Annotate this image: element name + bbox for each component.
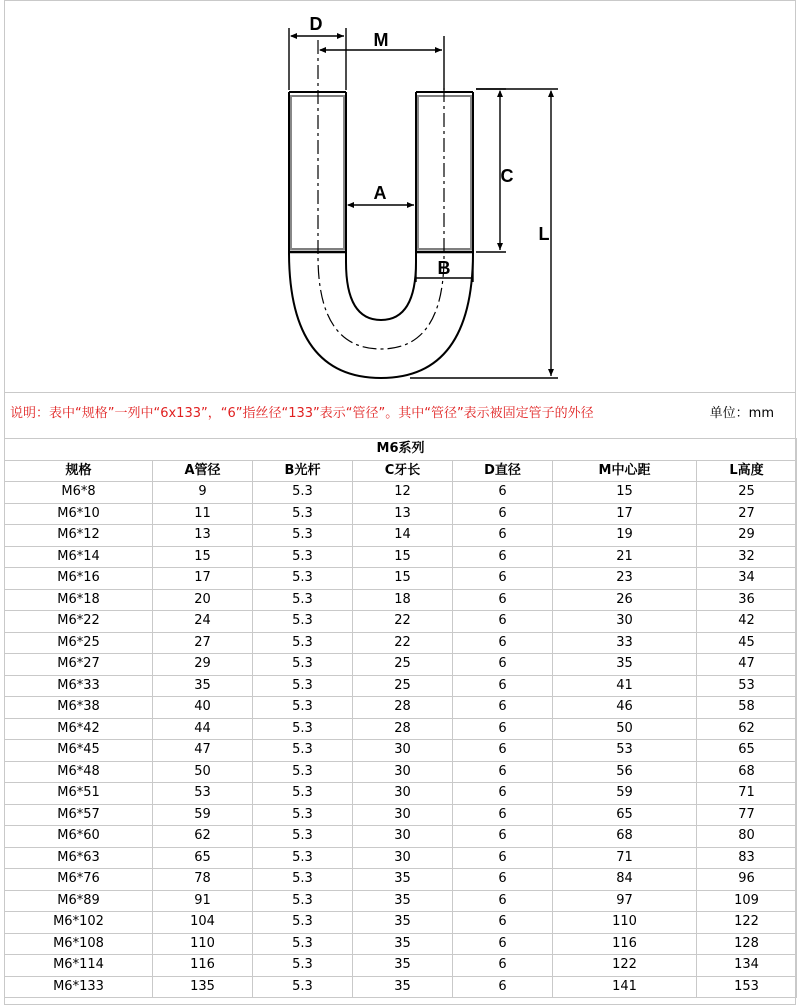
table-row (5, 589, 797, 611)
table-cell: 50 (553, 718, 697, 740)
table-header-row (5, 460, 797, 482)
table-cell: 77 (697, 804, 797, 826)
spec-note: 说明：表中“规格”一列中“6x133”，“6”指丝径“133”表示“管径”。其中“管径”表示被固定管子的外径 (10, 406, 594, 421)
table-cell: 5.3 (253, 740, 353, 762)
table-cell: 78 (153, 869, 253, 891)
table-row (5, 847, 797, 869)
table-cell: 5.3 (253, 675, 353, 697)
table-cell: 47 (697, 654, 797, 676)
table-cell: 68 (553, 826, 697, 848)
u-bolt-diagram (0, 0, 800, 392)
table-cell: 59 (153, 804, 253, 826)
table-cell: 71 (697, 783, 797, 805)
table-cell: 41 (553, 675, 697, 697)
table-cell: 13 (353, 503, 453, 525)
table-cell: 29 (697, 525, 797, 547)
table-cell: 23 (553, 568, 697, 590)
table-cell: 30 (353, 783, 453, 805)
table-cell: 53 (553, 740, 697, 762)
table-cell: M6*51 (5, 783, 153, 805)
table-cell: 110 (553, 912, 697, 934)
table-row (5, 912, 797, 934)
table-cell: 6 (453, 740, 553, 762)
table-cell: 9 (153, 482, 253, 504)
table-cell: M6*133 (5, 976, 153, 998)
table-cell: 5.3 (253, 783, 353, 805)
table-cell: 6 (453, 718, 553, 740)
table-cell: M6*8 (5, 482, 153, 504)
table-cell: 6 (453, 697, 553, 719)
table-row (5, 654, 797, 676)
table-cell: M6*22 (5, 611, 153, 633)
table-cell: 6 (453, 912, 553, 934)
table-cell: M6*63 (5, 847, 153, 869)
table-cell: 6 (453, 589, 553, 611)
table-cell: 30 (353, 804, 453, 826)
table-row (5, 804, 797, 826)
table-cell: M6*18 (5, 589, 153, 611)
table-cell: 65 (153, 847, 253, 869)
table-cell: 5.3 (253, 804, 353, 826)
column-header: D直径 (453, 460, 553, 482)
table-cell: 71 (553, 847, 697, 869)
table-cell: M6*76 (5, 869, 153, 891)
table-cell: 5.3 (253, 890, 353, 912)
table-row (5, 783, 797, 805)
table-cell: M6*16 (5, 568, 153, 590)
table-cell: 65 (697, 740, 797, 762)
table-cell: 28 (353, 718, 453, 740)
table-cell: M6*114 (5, 955, 153, 977)
table-row (5, 546, 797, 568)
table-cell: M6*10 (5, 503, 153, 525)
table-cell: 26 (553, 589, 697, 611)
table-cell: 47 (153, 740, 253, 762)
table-cell: 5.3 (253, 568, 353, 590)
table-cell: 6 (453, 632, 553, 654)
table-row (5, 675, 797, 697)
table-caption: M6系列 (5, 439, 797, 461)
table-row (5, 632, 797, 654)
table-cell: 40 (153, 697, 253, 719)
table-cell: 29 (153, 654, 253, 676)
table-cell: 35 (353, 955, 453, 977)
table-row (5, 826, 797, 848)
table-cell: 22 (353, 632, 453, 654)
table-cell: 5.3 (253, 589, 353, 611)
table-cell: 17 (153, 568, 253, 590)
table-cell: 5.3 (253, 482, 353, 504)
table-cell: 44 (153, 718, 253, 740)
table-cell: 116 (153, 955, 253, 977)
table-row (5, 890, 797, 912)
table-cell: 25 (697, 482, 797, 504)
dimension-m-label: M (373, 30, 389, 50)
dimension-c-label: C (500, 166, 514, 186)
table-cell: 6 (453, 761, 553, 783)
table-cell: 25 (353, 654, 453, 676)
table-cell: 6 (453, 482, 553, 504)
table-cell: 6 (453, 675, 553, 697)
table-cell: 65 (553, 804, 697, 826)
table-cell: 6 (453, 933, 553, 955)
column-header: 规格 (5, 460, 153, 482)
table-cell: 5.3 (253, 503, 353, 525)
table-cell: 5.3 (253, 546, 353, 568)
table-cell: M6*38 (5, 697, 153, 719)
table-cell: 109 (697, 890, 797, 912)
table-cell: 6 (453, 955, 553, 977)
table-cell: 53 (153, 783, 253, 805)
table-row (5, 482, 797, 504)
table-cell: 68 (697, 761, 797, 783)
table-cell: M6*42 (5, 718, 153, 740)
table-cell: 30 (553, 611, 697, 633)
table-cell: 141 (553, 976, 697, 998)
table-cell: 20 (153, 589, 253, 611)
table-cell: M6*14 (5, 546, 153, 568)
table-cell: 104 (153, 912, 253, 934)
table-cell: 134 (697, 955, 797, 977)
table-cell: 5.3 (253, 912, 353, 934)
table-cell: 122 (553, 955, 697, 977)
table-cell: 6 (453, 847, 553, 869)
table-cell: 6 (453, 804, 553, 826)
table-cell: 28 (353, 697, 453, 719)
dimension-a-label: A (373, 183, 387, 203)
dimension-b-label: B (437, 258, 451, 278)
table-cell: 35 (553, 654, 697, 676)
table-cell: 15 (353, 546, 453, 568)
dimension-l-label: L (538, 224, 550, 244)
table-cell: 50 (153, 761, 253, 783)
table-cell: 6 (453, 546, 553, 568)
table-cell: 56 (553, 761, 697, 783)
table-cell: M6*12 (5, 525, 153, 547)
table-cell: M6*57 (5, 804, 153, 826)
table-cell: 5.3 (253, 933, 353, 955)
table-cell: 22 (353, 611, 453, 633)
table-row (5, 761, 797, 783)
table-cell: M6*27 (5, 654, 153, 676)
column-header: C牙长 (353, 460, 453, 482)
table-row (5, 697, 797, 719)
table-cell: 14 (353, 525, 453, 547)
table-cell: 96 (697, 869, 797, 891)
table-cell: 122 (697, 912, 797, 934)
table-cell: 18 (353, 589, 453, 611)
table-cell: 5.3 (253, 761, 353, 783)
table-cell: 5.3 (253, 654, 353, 676)
table-cell: 35 (353, 976, 453, 998)
table-cell: 42 (697, 611, 797, 633)
table-cell: 6 (453, 869, 553, 891)
table-cell: 11 (153, 503, 253, 525)
table-row (5, 976, 797, 998)
table-cell: 35 (353, 912, 453, 934)
table-cell: 33 (553, 632, 697, 654)
table-cell: 116 (553, 933, 697, 955)
table-cell: 80 (697, 826, 797, 848)
table-cell: 6 (453, 654, 553, 676)
table-cell: 6 (453, 890, 553, 912)
table-cell: 5.3 (253, 976, 353, 998)
table-cell: M6*60 (5, 826, 153, 848)
table-row (5, 611, 797, 633)
table-cell: 12 (353, 482, 453, 504)
table-caption-row (5, 439, 797, 461)
table-row (5, 955, 797, 977)
table-cell: 128 (697, 933, 797, 955)
table-cell: 135 (153, 976, 253, 998)
table-cell: 5.3 (253, 632, 353, 654)
table-cell: 15 (553, 482, 697, 504)
column-header: B光杆 (253, 460, 353, 482)
table-cell: M6*25 (5, 632, 153, 654)
table-cell: 35 (353, 933, 453, 955)
table-row (5, 933, 797, 955)
table-cell: 25 (353, 675, 453, 697)
table-cell: 19 (553, 525, 697, 547)
table-cell: 13 (153, 525, 253, 547)
table-cell: 5.3 (253, 826, 353, 848)
column-header: L高度 (697, 460, 797, 482)
table-cell: 83 (697, 847, 797, 869)
spec-table (4, 438, 797, 998)
table-row (5, 718, 797, 740)
unit-label: 单位：mm (709, 406, 774, 421)
table-cell: 27 (697, 503, 797, 525)
table-cell: 30 (353, 761, 453, 783)
table-cell: 62 (697, 718, 797, 740)
table-cell: M6*102 (5, 912, 153, 934)
table-cell: 6 (453, 525, 553, 547)
table-cell: 153 (697, 976, 797, 998)
table-cell: 17 (553, 503, 697, 525)
dimension-d-label: D (309, 14, 323, 34)
table-cell: 6 (453, 503, 553, 525)
table-cell: 110 (153, 933, 253, 955)
table-cell: 58 (697, 697, 797, 719)
table-row (5, 740, 797, 762)
table-cell: 15 (153, 546, 253, 568)
dimension-l (410, 89, 558, 378)
table-row (5, 869, 797, 891)
table-cell: 5.3 (253, 869, 353, 891)
column-header: M中心距 (553, 460, 697, 482)
table-cell: M6*33 (5, 675, 153, 697)
table-cell: 5.3 (253, 847, 353, 869)
table-cell: 59 (553, 783, 697, 805)
table-cell: 27 (153, 632, 253, 654)
table-cell: 97 (553, 890, 697, 912)
table-cell: 5.3 (253, 955, 353, 977)
table-cell: 46 (553, 697, 697, 719)
table-cell: 30 (353, 826, 453, 848)
table-cell: 45 (697, 632, 797, 654)
table-cell: M6*48 (5, 761, 153, 783)
table-cell: 24 (153, 611, 253, 633)
table-cell: 6 (453, 826, 553, 848)
table-cell: 5.3 (253, 718, 353, 740)
table-cell: 35 (153, 675, 253, 697)
table-cell: 30 (353, 740, 453, 762)
table-cell: 6 (453, 976, 553, 998)
note-row (4, 392, 796, 428)
table-cell: 5.3 (253, 697, 353, 719)
table-cell: M6*45 (5, 740, 153, 762)
table-cell: 84 (553, 869, 697, 891)
table-row (5, 525, 797, 547)
table-row (5, 503, 797, 525)
table-cell: 91 (153, 890, 253, 912)
table-cell: 34 (697, 568, 797, 590)
table-cell: 35 (353, 869, 453, 891)
table-cell: M6*89 (5, 890, 153, 912)
table-body (5, 482, 797, 998)
table-cell: 6 (453, 783, 553, 805)
table-cell: 35 (353, 890, 453, 912)
column-header: A管径 (153, 460, 253, 482)
u-bolt-body (289, 92, 473, 378)
table-row (5, 568, 797, 590)
table-cell: 6 (453, 568, 553, 590)
table-cell: 36 (697, 589, 797, 611)
table-cell: 53 (697, 675, 797, 697)
table-cell: 62 (153, 826, 253, 848)
table-cell: 15 (353, 568, 453, 590)
table-cell: 32 (697, 546, 797, 568)
table-cell: 5.3 (253, 611, 353, 633)
table-cell: 6 (453, 611, 553, 633)
table-cell: 5.3 (253, 525, 353, 547)
table-cell: 30 (353, 847, 453, 869)
table-cell: M6*108 (5, 933, 153, 955)
table-cell: 21 (553, 546, 697, 568)
